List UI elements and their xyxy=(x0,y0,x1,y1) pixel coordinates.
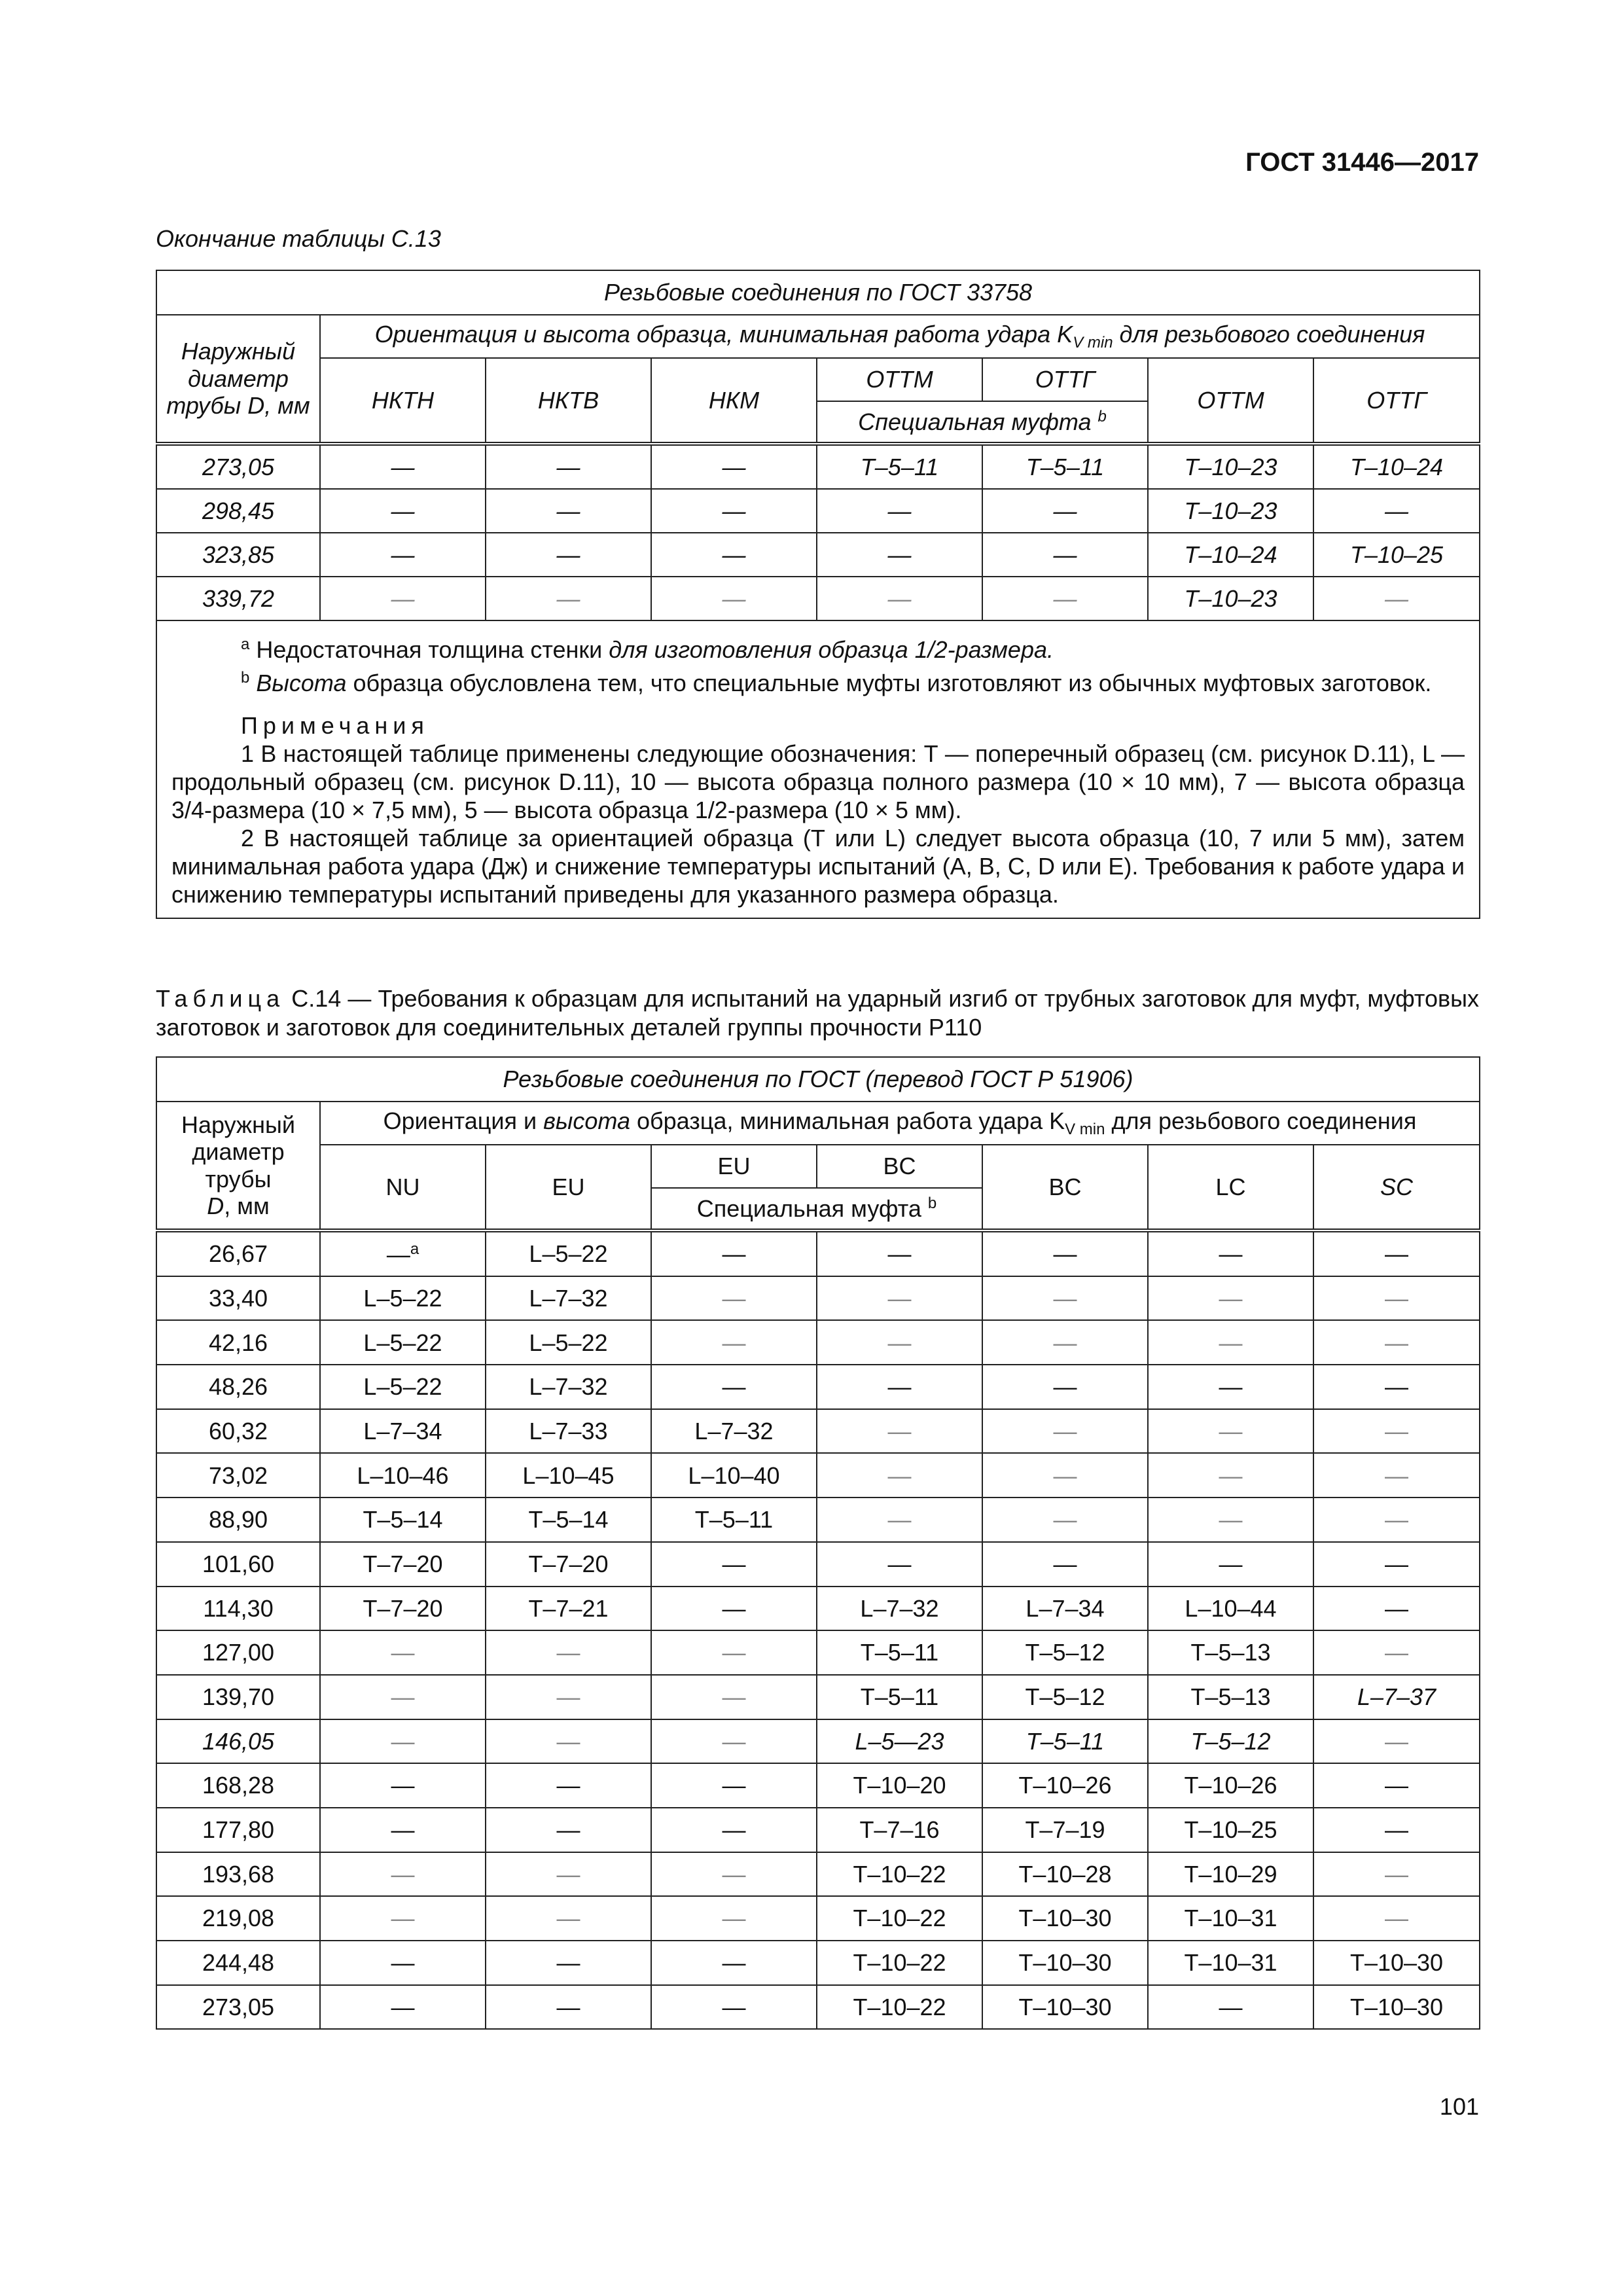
value-cell: T–10–31 xyxy=(1148,1941,1313,1985)
table-row xyxy=(156,1365,1480,1409)
value-cell: L–10–44 xyxy=(1148,1587,1313,1631)
notes-title: Примечания xyxy=(241,712,429,739)
footnote-b: $^b$ Высота образца обусловлена тем, что специальные муфты изготовляют из обычных муфтовых заготовок. xyxy=(241,669,1432,696)
column-header: НКТН xyxy=(320,358,486,444)
table-row xyxy=(156,1808,1480,1852)
value-cell: L–7–32 xyxy=(817,1587,982,1631)
column-header: BC xyxy=(817,1145,982,1188)
table-caption: Резьбовые соединения по ГОСТ 33758 xyxy=(156,270,1480,315)
value-cell: — xyxy=(1148,1320,1313,1365)
value-cell: — xyxy=(651,1276,817,1321)
value-cell: — xyxy=(651,1587,817,1631)
table-continuation-label: Окончание таблицы С.13 xyxy=(156,225,441,252)
table-row xyxy=(156,1985,1480,2030)
value-cell: — xyxy=(486,1675,651,1719)
value-cell: L–5—23 xyxy=(817,1719,982,1764)
diameter-cell: 146,05 xyxy=(156,1719,320,1764)
value-cell: — xyxy=(651,533,817,577)
value-cell: Т–5–11 xyxy=(982,444,1148,489)
value-cell: — xyxy=(486,1763,651,1808)
value-cell: T–7–21 xyxy=(486,1587,651,1631)
value-cell: — xyxy=(651,1808,817,1852)
value-cell: T–5–14 xyxy=(486,1498,651,1542)
value-cell: — xyxy=(1148,1498,1313,1542)
value-cell: — xyxy=(651,1896,817,1941)
value-cell: — xyxy=(1313,1542,1480,1587)
table-footnotes xyxy=(156,620,1480,918)
value-cell: — xyxy=(817,489,982,533)
value-cell: — xyxy=(1313,1498,1480,1542)
table-row xyxy=(156,1719,1480,1764)
value-cell: Т–10–23 xyxy=(1148,444,1313,489)
value-cell: — xyxy=(320,577,486,620)
value-cell: — xyxy=(486,533,651,577)
table-c14 xyxy=(156,1056,1480,2030)
diameter-cell: 219,08 xyxy=(156,1896,320,1941)
column-header-diameter: Наружный диаметр трубы D, мм xyxy=(156,315,320,444)
value-cell: — xyxy=(651,1675,817,1719)
value-cell: — xyxy=(651,1630,817,1675)
table-row xyxy=(156,1763,1480,1808)
value-cell: — xyxy=(651,489,817,533)
value-cell: T–10–20 xyxy=(817,1763,982,1808)
value-cell: T–5–13 xyxy=(1148,1675,1313,1719)
value-cell: L–10–46 xyxy=(320,1453,486,1498)
diameter-cell: 273,05 xyxy=(156,444,320,489)
value-cell: T–10–22 xyxy=(817,1852,982,1897)
column-header-orientation: Ориентация и высота образца, минимальная работа удара $K_{V min}$ для резьбового соединения xyxy=(320,1102,1480,1145)
table-row xyxy=(156,1320,1480,1365)
value-cell: — xyxy=(486,1630,651,1675)
value-cell: — xyxy=(817,577,982,620)
table-row xyxy=(156,1230,1480,1276)
value-cell: — xyxy=(1148,1409,1313,1454)
value-cell: L–5–22 xyxy=(320,1320,486,1365)
value-cell: T–10–22 xyxy=(817,1985,982,2030)
value-cell: — xyxy=(817,1320,982,1365)
value-cell: L–7–33 xyxy=(486,1409,651,1454)
table-row xyxy=(156,1498,1480,1542)
table-caption: Резьбовые соединения по ГОСТ (перевод ГОСТ Р 51906) xyxy=(156,1057,1480,1102)
value-cell: T–10–26 xyxy=(982,1763,1148,1808)
value-cell: — xyxy=(486,1808,651,1852)
value-cell: — xyxy=(1313,1320,1480,1365)
value-cell: — xyxy=(1313,489,1480,533)
value-cell: L–7–34 xyxy=(982,1587,1148,1631)
table-row xyxy=(156,1896,1480,1941)
value-cell: — xyxy=(320,1763,486,1808)
value-cell: — xyxy=(1148,1542,1313,1587)
value-cell: — xyxy=(320,1985,486,2030)
value-cell: T–10–29 xyxy=(1148,1852,1313,1897)
value-cell: T–5–11 xyxy=(651,1498,817,1542)
value-cell: — xyxy=(1313,1763,1480,1808)
value-cell: — xyxy=(1148,1230,1313,1276)
column-header: НКТВ xyxy=(486,358,651,444)
value-cell: — xyxy=(982,1320,1148,1365)
value-cell: T–10–25 xyxy=(1148,1808,1313,1852)
table-row xyxy=(156,577,1480,620)
value-cell: — xyxy=(320,1675,486,1719)
column-header: EU xyxy=(651,1145,817,1188)
diameter-cell: 193,68 xyxy=(156,1852,320,1897)
diameter-cell: 127,00 xyxy=(156,1630,320,1675)
value-cell: Т–10–23 xyxy=(1148,489,1313,533)
diameter-cell: 139,70 xyxy=(156,1675,320,1719)
value-cell: — xyxy=(982,1453,1148,1498)
value-cell: — xyxy=(1148,1276,1313,1321)
value-cell: T–10–22 xyxy=(817,1896,982,1941)
column-header: НКМ xyxy=(651,358,817,444)
diameter-cell: 323,85 xyxy=(156,533,320,577)
value-cell: L–7–37 xyxy=(1313,1675,1480,1719)
value-cell: — xyxy=(982,1542,1148,1587)
value-cell: — xyxy=(651,1230,817,1276)
value-cell: T–5–12 xyxy=(982,1675,1148,1719)
value-cell: — xyxy=(651,1365,817,1409)
value-cell: — xyxy=(982,1365,1148,1409)
value-cell: — xyxy=(486,1852,651,1897)
value-cell: T–10–28 xyxy=(982,1852,1148,1897)
value-cell: — xyxy=(817,1498,982,1542)
value-cell: — xyxy=(817,1453,982,1498)
value-cell: — xyxy=(486,577,651,620)
value-cell: — xyxy=(486,489,651,533)
value-cell: — xyxy=(1313,577,1480,620)
value-cell: L–5–22 xyxy=(320,1365,486,1409)
value-cell: Т–5–11 xyxy=(817,444,982,489)
table-row xyxy=(156,1276,1480,1321)
value-cell: — xyxy=(320,1808,486,1852)
value-cell: — xyxy=(1148,1985,1313,2030)
note-1: 1 В настоящей таблице применены следующие обозначения: Т — поперечный образец (см. рисунок D.11), L — продольный образец (см. рисунок D.11), 10 — высота образца полного размера (10 × 10 мм), 7 — высота образца 3/4-размера (10 × 7,5 мм), 5 — высота образца 1/2-размера (10 × 5 мм). xyxy=(171,740,1465,823)
diameter-cell: 339,72 xyxy=(156,577,320,620)
footnote-a: $^a$ Недостаточная толщина стенки для изготовления образца 1/2-размера. xyxy=(241,636,1054,663)
value-cell: — xyxy=(486,1719,651,1764)
diameter-cell: 60,32 xyxy=(156,1409,320,1454)
value-cell: T–5–11 xyxy=(982,1719,1148,1764)
value-cell: T–10–30 xyxy=(1313,1985,1480,2030)
column-header: ОТТМ xyxy=(817,358,982,401)
value-cell: — xyxy=(1313,1719,1480,1764)
value-cell: — xyxy=(320,1630,486,1675)
value-cell: T–10–30 xyxy=(982,1896,1148,1941)
table-row xyxy=(156,1630,1480,1675)
column-header: ОТТМ xyxy=(1148,358,1313,444)
value-cell: L–10–45 xyxy=(486,1453,651,1498)
value-cell: — xyxy=(817,1365,982,1409)
value-cell: T–5–11 xyxy=(817,1675,982,1719)
column-header: BC xyxy=(982,1145,1148,1230)
diameter-cell: 114,30 xyxy=(156,1587,320,1631)
column-header-special-coupling: Специальная муфта $^b$ xyxy=(651,1188,982,1230)
value-cell: — xyxy=(982,1230,1148,1276)
value-cell: — xyxy=(320,1719,486,1764)
value-cell: — xyxy=(982,533,1148,577)
column-header-diameter: Наружный диаметр трубы D, мм xyxy=(156,1102,320,1230)
value-cell: — xyxy=(486,1985,651,2030)
table-row xyxy=(156,1453,1480,1498)
column-header: EU xyxy=(486,1145,651,1230)
diameter-cell: 88,90 xyxy=(156,1498,320,1542)
value-cell: T–7–19 xyxy=(982,1808,1148,1852)
value-cell: — xyxy=(1313,1896,1480,1941)
value-cell: — xyxy=(817,1276,982,1321)
value-cell: L–10–40 xyxy=(651,1453,817,1498)
value-cell: — xyxy=(320,1896,486,1941)
value-cell: L–5–22 xyxy=(320,1276,486,1321)
value-cell: T–10–26 xyxy=(1148,1763,1313,1808)
value-cell: — xyxy=(982,1409,1148,1454)
diameter-cell: 244,48 xyxy=(156,1941,320,1985)
value-cell: T–5–11 xyxy=(817,1630,982,1675)
diameter-cell: 298,45 xyxy=(156,489,320,533)
value-cell: — xyxy=(982,489,1148,533)
value-cell: — xyxy=(1148,1453,1313,1498)
value-cell: — xyxy=(486,444,651,489)
diameter-cell: 101,60 xyxy=(156,1542,320,1587)
value-cell: L–5–22 xyxy=(486,1320,651,1365)
value-cell: L–7–32 xyxy=(486,1276,651,1321)
value-cell: T–5–12 xyxy=(982,1630,1148,1675)
value-cell: — xyxy=(1313,1852,1480,1897)
value-cell: — xyxy=(982,577,1148,620)
value-cell: — xyxy=(320,533,486,577)
value-cell: — xyxy=(1313,1230,1480,1276)
value-cell: T–7–20 xyxy=(320,1587,486,1631)
value-cell: — xyxy=(651,1941,817,1985)
value-cell: — xyxy=(1313,1276,1480,1321)
diameter-cell: 73,02 xyxy=(156,1453,320,1498)
table-row xyxy=(156,444,1480,489)
diameter-cell: 177,80 xyxy=(156,1808,320,1852)
table-c13 xyxy=(156,270,1480,919)
value-cell: T–7–20 xyxy=(486,1542,651,1587)
value-cell: — xyxy=(651,577,817,620)
value-cell: — xyxy=(1313,1587,1480,1631)
value-cell: T–5–12 xyxy=(1148,1719,1313,1764)
value-cell: L–7–32 xyxy=(651,1409,817,1454)
diameter-cell: 48,26 xyxy=(156,1365,320,1409)
value-cell: — xyxy=(651,444,817,489)
table-row xyxy=(156,1941,1480,1985)
table-c14-title: Таблица С.14 — Требования к образцам для испытаний на ударный изгиб от трубных заготовок для муфт, муфтовых заготовок и заготовок для соединительных деталей группы прочности Р110 xyxy=(156,985,1479,1041)
diameter-cell: 33,40 xyxy=(156,1276,320,1321)
value-cell: T–5–13 xyxy=(1148,1630,1313,1675)
value-cell: T–10–30 xyxy=(982,1941,1148,1985)
value-cell: T–10–30 xyxy=(1313,1941,1480,1985)
value-cell: — xyxy=(1313,1409,1480,1454)
value-cell: — xyxy=(651,1763,817,1808)
value-cell: T–7–16 xyxy=(817,1808,982,1852)
value-cell: T–10–31 xyxy=(1148,1896,1313,1941)
value-cell: L–5–22 xyxy=(486,1230,651,1276)
table-row xyxy=(156,1409,1480,1454)
value-cell: — xyxy=(486,1896,651,1941)
value-cell: L–7–34 xyxy=(320,1409,486,1454)
diameter-cell: 42,16 xyxy=(156,1320,320,1365)
value-cell: — xyxy=(651,1542,817,1587)
table-row xyxy=(156,489,1480,533)
value-cell: Т–10–23 xyxy=(1148,577,1313,620)
value-cell: — xyxy=(1313,1808,1480,1852)
table-row xyxy=(156,1675,1480,1719)
value-cell: Т–10–24 xyxy=(1313,444,1480,489)
page-number: 101 xyxy=(1439,2093,1479,2120)
value-cell: — xyxy=(651,1852,817,1897)
value-cell: — xyxy=(320,444,486,489)
value-cell: — xyxy=(817,1230,982,1276)
value-cell: T–7–20 xyxy=(320,1542,486,1587)
diameter-cell: 168,28 xyxy=(156,1763,320,1808)
value-cell: — xyxy=(817,533,982,577)
column-header: ОТТГ xyxy=(1313,358,1480,444)
column-header: NU xyxy=(320,1145,486,1230)
value-cell: — xyxy=(817,1409,982,1454)
value-cell: — xyxy=(320,1852,486,1897)
value-cell: — xyxy=(1313,1365,1480,1409)
value-cell: T–10–22 xyxy=(817,1941,982,1985)
column-header: LC xyxy=(1148,1145,1313,1230)
value-cell: — xyxy=(1313,1453,1480,1498)
note-2: 2 В настоящей таблице за ориентацией образца (Т или L) следует высота образца (10, 7 или 5 мм), затем минимальная работа удара (Дж) и снижение температуры испытаний (А, В, С, D или Е). Требования к работе удара и снижению температуры испытаний приведены для указанного размера образца. xyxy=(171,825,1465,908)
value-cell: — xyxy=(486,1941,651,1985)
value-cell: T–5–14 xyxy=(320,1498,486,1542)
table-row xyxy=(156,1587,1480,1631)
diameter-cell: 273,05 xyxy=(156,1985,320,2030)
value-cell: — xyxy=(817,1542,982,1587)
value-cell: —$^a$ xyxy=(320,1230,486,1276)
table-row xyxy=(156,533,1480,577)
value-cell: — xyxy=(982,1498,1148,1542)
value-cell: — xyxy=(982,1276,1148,1321)
column-header: SC xyxy=(1313,1145,1480,1230)
value-cell: L–7–32 xyxy=(486,1365,651,1409)
value-cell: — xyxy=(320,489,486,533)
column-header-orientation: Ориентация и высота образца, минимальная работа удара $K_{V min}$ для резьбового соединения xyxy=(320,315,1480,358)
value-cell: — xyxy=(320,1941,486,1985)
column-header-special-coupling: Специальная муфта $^b$ xyxy=(817,401,1148,444)
value-cell: — xyxy=(1313,1630,1480,1675)
value-cell: — xyxy=(651,1320,817,1365)
column-header: ОТТГ xyxy=(982,358,1148,401)
value-cell: Т–10–24 xyxy=(1148,533,1313,577)
value-cell: — xyxy=(651,1719,817,1764)
diameter-cell: 26,67 xyxy=(156,1230,320,1276)
table-row xyxy=(156,1852,1480,1897)
value-cell: — xyxy=(651,1985,817,2030)
value-cell: — xyxy=(1148,1365,1313,1409)
value-cell: Т–10–25 xyxy=(1313,533,1480,577)
table-row xyxy=(156,1542,1480,1587)
value-cell: T–10–30 xyxy=(982,1985,1148,2030)
document-id: ГОСТ 31446—2017 xyxy=(1245,148,1479,177)
